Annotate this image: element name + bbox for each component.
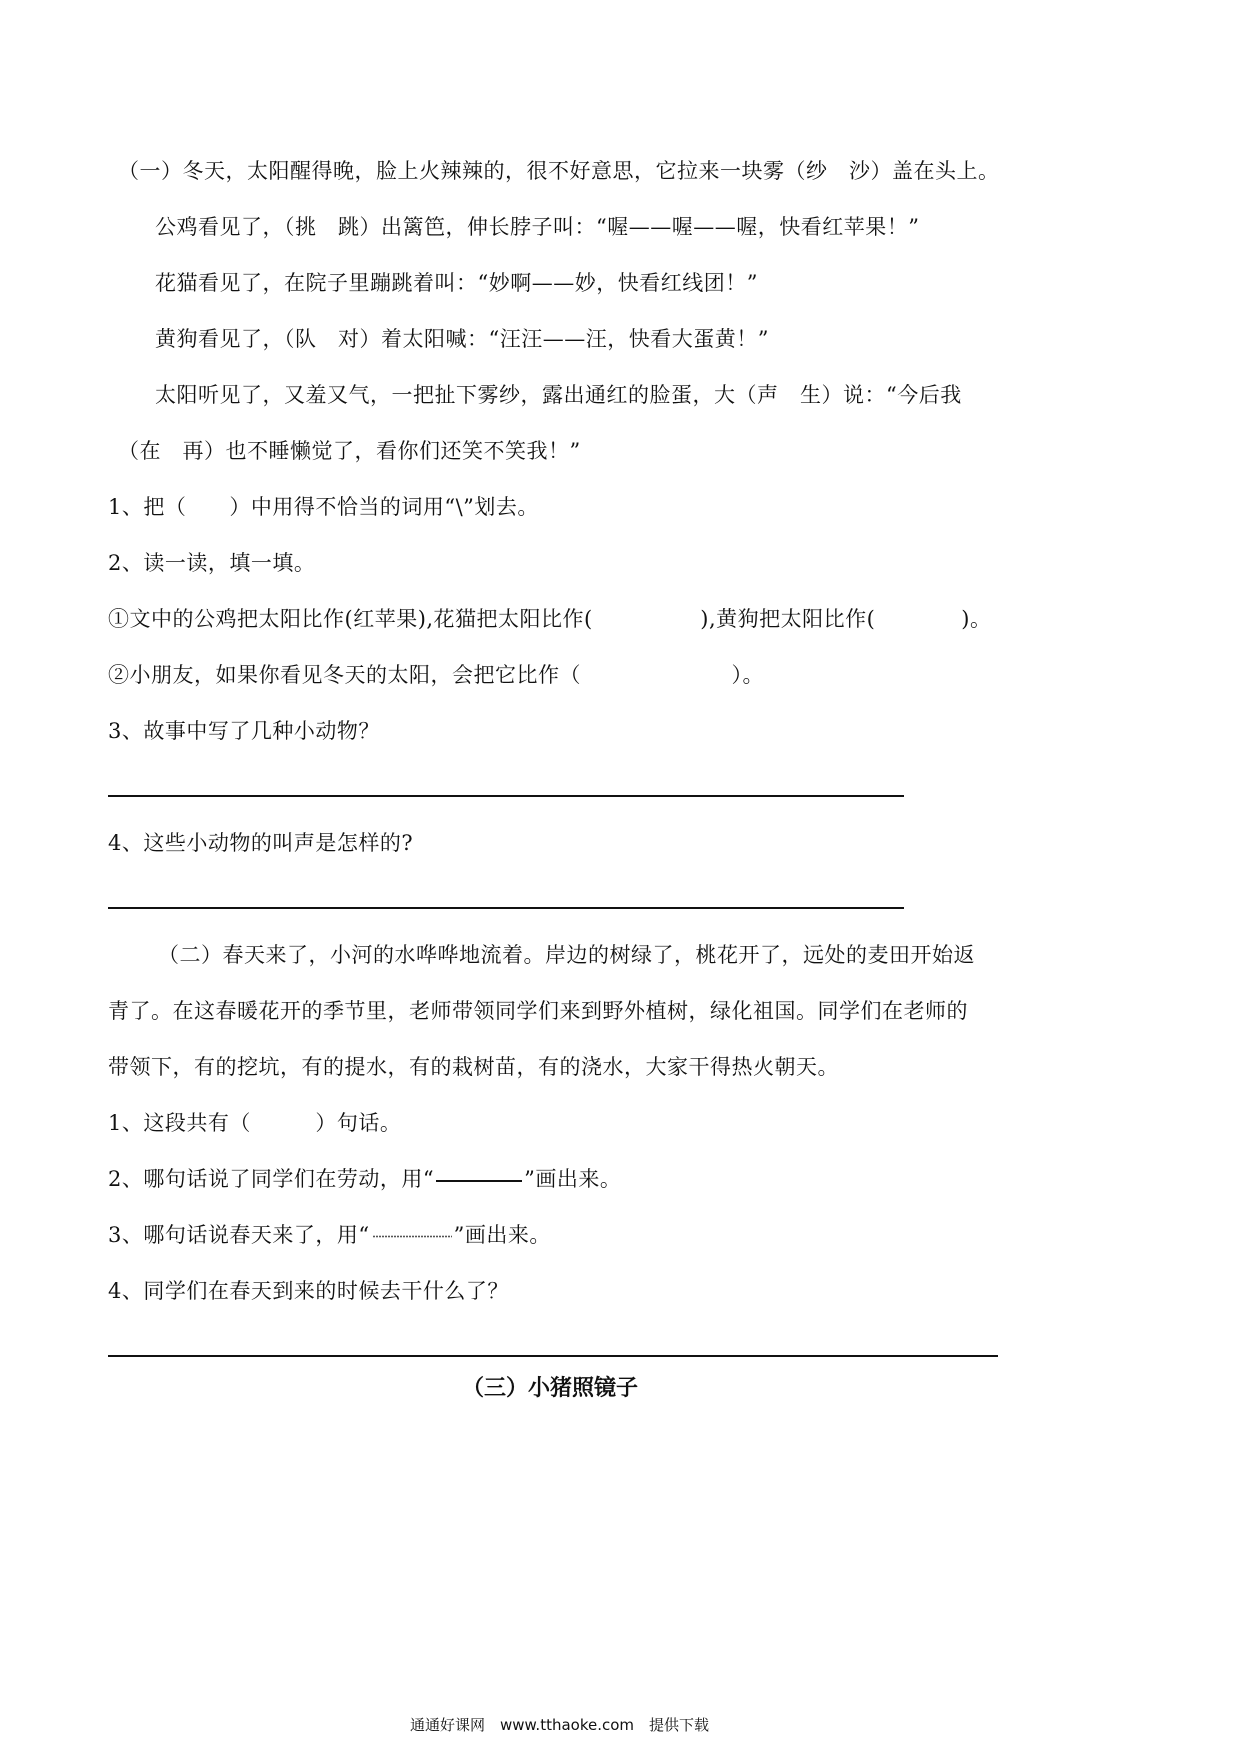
passage1-line-4: 黄狗看见了，（队 对）着太阳喊：“汪汪——汪，快看大蛋黄！” [155, 327, 769, 351]
passage2-question-2-text-after: ”画出来。 [524, 1167, 622, 1191]
passage1-line-2: 公鸡看见了，（挑 跳）出篱笆，伸长脖子叫：“喔——喔——喔，快看红苹果！” [155, 215, 920, 239]
straight-underline-sample [436, 1180, 522, 1182]
passage2-question-3-text-before: 3、哪句话说春天来了，用“ [108, 1223, 370, 1247]
passage2-question-1: 1、这段共有（ ）句话。 [108, 1111, 402, 1135]
passage1-line-1: （一）冬天，太阳醒得晚，脸上火辣辣的，很不好意思，它拉来一块雾（纱 沙）盖在头上。 [118, 159, 1000, 183]
passage1-line-5: 太阳听见了，又羞又气，一把扯下雾纱，露出通红的脸蛋，大（声 生）说：“今后我 [155, 383, 962, 407]
answer-line-passage2-q4 [108, 1355, 998, 1357]
passage1-question-2a: ①文中的公鸡把太阳比作(红苹果),花猫把太阳比作( ),黄狗把太阳比作( )。 [108, 607, 992, 631]
passage1-line-6: （在 再）也不睡懒觉了，看你们还笑不笑我！” [118, 439, 581, 463]
passage2-question-4: 4、同学们在春天到来的时候去干什么了？ [108, 1279, 509, 1303]
passage2-line-3: 带领下，有的挖坑，有的提水，有的栽树苗，有的浇水，大家干得热火朝天。 [108, 1055, 839, 1079]
passage1-question-1: 1、把（ ）中用得不恰当的词用“\”划去。 [108, 495, 539, 519]
passage1-question-4: 4、这些小动物的叫声是怎样的? [108, 831, 414, 855]
section3-title: （三）小猪照镜子 [462, 1376, 639, 1401]
passage1-line-3: 花猫看见了，在院子里蹦跳着叫：“妙啊——妙，快看红线团！” [155, 271, 758, 295]
passage1-question-3: 3、故事中写了几种小动物？ [108, 719, 380, 743]
passage1-question-2b: ②小朋友，如果你看见冬天的太阳，会把它比作（ ）。 [108, 663, 764, 687]
passage2-line-1: （二）春天来了，小河的水哗哗地流着。岸边的树绿了，桃花开了，远处的麦田开始返 [158, 943, 975, 967]
answer-line-q4 [108, 907, 904, 909]
passage2-line-2: 青了。在这春暖花开的季节里，老师带领同学们来到野外植树，绿化祖国。同学们在老师的 [108, 999, 968, 1023]
wavy-underline-sample [372, 1234, 452, 1239]
passage1-question-2: 2、读一读，填一填。 [108, 551, 316, 575]
passage2-question-3-text-after: ”画出来。 [453, 1223, 551, 1247]
page-footer: 通通好课网 www.tthaoke.com 提供下载 [410, 1716, 710, 1734]
answer-line-q3 [108, 795, 904, 797]
passage2-question-2 [108, 1165, 621, 1193]
passage2-question-2-text-before: 2、哪句话说了同学们在劳动，用“ [108, 1167, 435, 1191]
passage2-question-3 [108, 1221, 551, 1249]
